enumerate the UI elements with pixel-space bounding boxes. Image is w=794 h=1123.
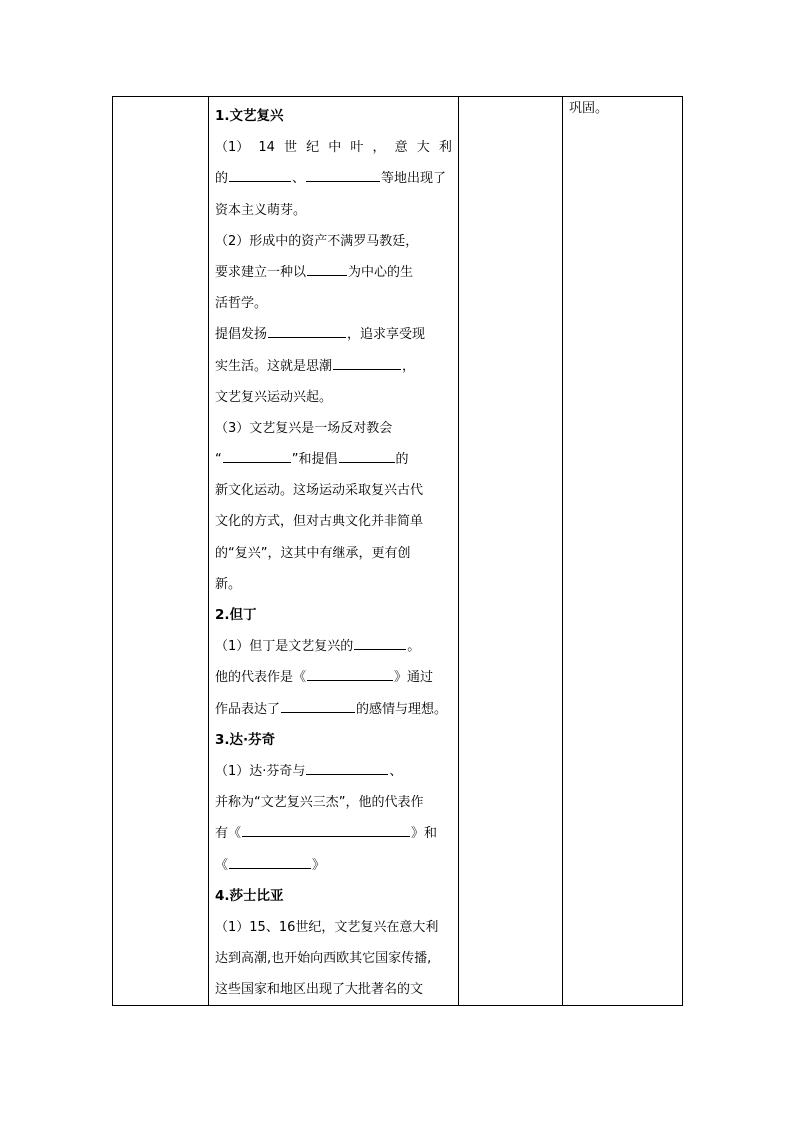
text-line [215,444,452,475]
content-body [209,97,458,1005]
text-line [215,850,452,881]
text-fragment: 大 [416,140,430,156]
text-line: （1）15、16世纪，文艺复兴在意大利 [215,919,439,935]
text-line [215,631,452,662]
content-cell [209,97,459,1006]
text-line [215,257,452,288]
text-fragment: ”和提倡 [291,452,338,468]
fill-blank [229,854,311,869]
text-fragment: 他的代表作是《 [215,670,307,686]
fill-blank [339,448,395,463]
text-line: 达到高潮,也开始向西欧其它国家传播, [215,951,432,967]
text-fragment: 《 [215,857,229,873]
section-heading: 2.但丁 [215,607,257,623]
text-line [215,319,452,350]
text-fragment: 有《 [215,826,242,842]
empty-cell-middle [459,97,563,1006]
fill-blank [307,666,393,681]
text-fragment: 》 [312,857,326,873]
notes-cell [563,97,683,1006]
text-fragment: 纪 [306,140,320,156]
text-line [215,756,452,787]
text-line: 这些国家和地区出现了大批著名的文 [215,982,424,998]
text-fragment: 中 [328,140,342,156]
fill-blank [281,698,355,713]
fill-blank [306,760,388,775]
text-line: （2）形成中的资产不满罗马教廷， [215,233,419,249]
text-line: 新文化运动。这场运动采取复兴古代 [215,483,424,499]
section-heading: 1.文艺复兴 [215,108,284,124]
fill-blank [306,167,380,182]
fill-blank [354,635,406,650]
text-line [215,818,452,849]
text-fragment: “ [215,452,222,468]
text-line: 活哲学。 [215,296,268,312]
text-fragment: 意 [394,140,408,156]
text-fragment: 为中心的生 [348,264,414,280]
worksheet-table [112,96,683,1006]
text-fragment: 。 [407,639,421,655]
text-fragment: 叶 [350,140,364,156]
text-fragment: 等地出现了 [381,171,447,187]
text-line [215,351,452,382]
text-line: 文化的方式，但对古典文化并非简单 [215,514,424,530]
text-fragment: 》和 [411,826,438,842]
text-fragment: 世 [284,140,298,156]
section-heading: 3.达·芬奇 [215,731,276,748]
text-fragment: 的 [215,171,229,187]
text-fragment: 要求建立一种以 [215,264,307,280]
text-fragment: 的感情与理想。 [356,701,448,717]
text-fragment: ，追求享受现 [347,327,426,343]
text-line: 新。 [215,576,242,592]
fill-blank [307,261,347,276]
fill-blank [268,323,346,338]
fill-blank [333,355,401,370]
text-fragment: 的 [395,452,409,468]
empty-cell-left [113,97,209,1006]
fill-blank [223,448,291,463]
text-fragment: ， [402,358,416,374]
section-heading: 4.莎士比亚 [215,887,284,904]
text-fragment: 、 [292,171,306,187]
text-fragment: ， [372,140,386,156]
table-row [113,97,683,1006]
fill-blank [229,167,291,182]
text-line [215,662,452,693]
text-line: 文艺复兴运动兴起。 [215,389,333,405]
text-line: 资本主义萌芽。 [215,202,307,218]
fill-blank [242,822,410,837]
text-fragment: 、 [389,763,403,779]
text-line: 并称为“文艺复兴三杰”，他的代表作 [215,795,424,811]
text-fragment: 提倡发扬 [215,327,268,343]
text-fragment: 14 [258,140,275,156]
notes-text: 巩固。 [569,101,609,116]
text-fragment: （1） [215,140,250,156]
text-line: （3）文艺复兴是一场反对教会 [215,420,393,436]
text-fragment: 实生活。这就是思潮 [215,358,333,374]
text-line [215,694,452,725]
text-line [215,132,452,163]
text-fragment: 利 [438,140,452,156]
text-fragment: （1）但丁是文艺复兴的 [215,639,354,655]
text-line [215,163,452,194]
text-fragment: 》通过 [394,670,434,686]
text-fragment: （1）达·芬奇与 [215,763,306,779]
text-line: 的“复兴”，这其中有继承，更有创 [215,545,411,561]
text-fragment: 作品表达了 [215,701,281,717]
